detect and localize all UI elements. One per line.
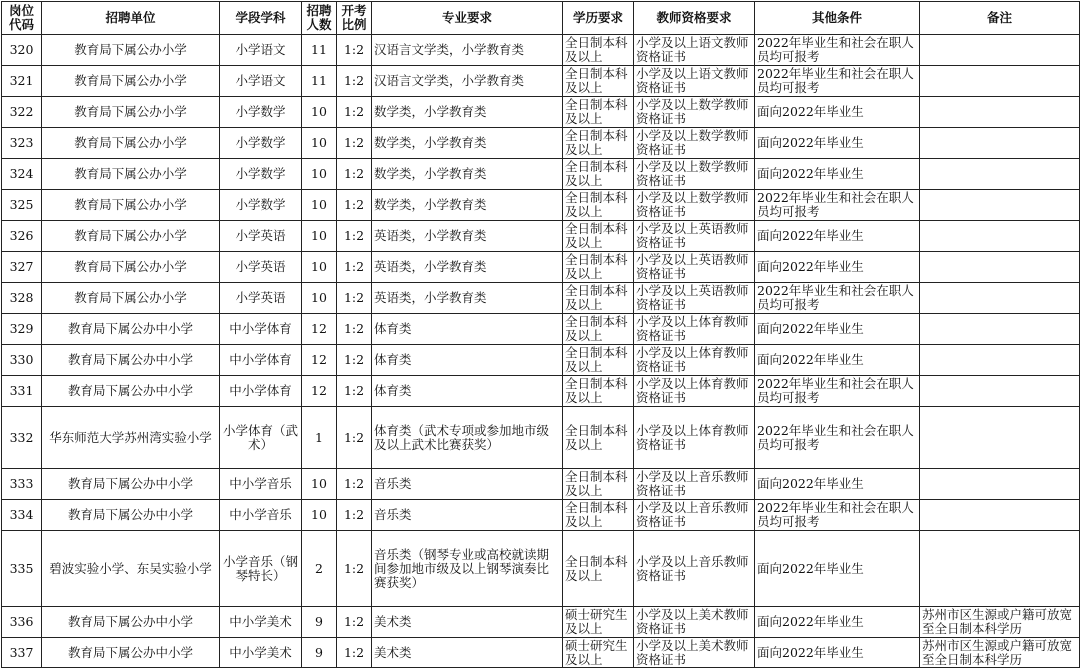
cell-ratio: 1:2 [337,128,372,159]
cell-code: 326 [2,221,42,252]
cell-edu: 全日制本科及以上 [563,66,634,97]
cell-other: 2022年毕业生和社会在职人员均可报考 [755,500,920,531]
table-row [2,35,1080,66]
cell-cert: 小学及以上语文教师资格证书 [634,66,755,97]
cell-unit: 教育局下属公办小学 [42,35,220,66]
cell-note [920,314,1080,345]
cell-note [920,252,1080,283]
cell-major: 体育类 [372,376,563,407]
cell-major: 英语类，小学教育类 [372,252,563,283]
cell-code: 325 [2,190,42,221]
cell-ratio: 1:2 [337,345,372,376]
cell-note: 苏州市区生源或户籍可放宽至全日制本科学历 [920,638,1080,668]
cell-code: 330 [2,345,42,376]
cell-major: 数学类，小学教育类 [372,97,563,128]
table-row [2,221,1080,252]
cell-other: 面向2022年毕业生 [755,469,920,500]
cell-other: 面向2022年毕业生 [755,607,920,638]
cell-code: 331 [2,376,42,407]
cell-note [920,531,1080,607]
cell-edu: 全日制本科及以上 [563,531,634,607]
cell-cert: 小学及以上美术教师资格证书 [634,638,755,668]
cell-subject: 小学数学 [220,97,302,128]
cell-code: 327 [2,252,42,283]
cell-ratio: 1:2 [337,407,372,469]
header-row [2,2,1080,35]
cell-ratio: 1:2 [337,638,372,668]
cell-edu: 全日制本科及以上 [563,283,634,314]
cell-subject: 小学音乐（钢琴特长） [220,531,302,607]
cell-unit: 教育局下属公办中小学 [42,469,220,500]
cell-major: 数学类，小学教育类 [372,190,563,221]
cell-edu: 全日制本科及以上 [563,190,634,221]
cell-ratio: 1:2 [337,159,372,190]
cell-code: 336 [2,607,42,638]
cell-note [920,283,1080,314]
cell-subject: 小学数学 [220,190,302,221]
cell-other: 面向2022年毕业生 [755,159,920,190]
cell-ratio: 1:2 [337,221,372,252]
cell-other: 面向2022年毕业生 [755,128,920,159]
cell-unit: 教育局下属公办中小学 [42,638,220,668]
cell-code: 320 [2,35,42,66]
table-row [2,469,1080,500]
table-row [2,376,1080,407]
cell-ratio: 1:2 [337,66,372,97]
table-row [2,500,1080,531]
cell-edu: 全日制本科及以上 [563,345,634,376]
cell-subject: 小学语文 [220,66,302,97]
cell-note [920,469,1080,500]
header-major: 专业要求 [372,2,563,35]
cell-subject: 小学数学 [220,159,302,190]
header-cert: 教师资格要求 [634,2,755,35]
cell-other: 面向2022年毕业生 [755,97,920,128]
cell-code: 323 [2,128,42,159]
cell-unit: 华东师范大学苏州湾实验小学 [42,407,220,469]
cell-subject: 小学英语 [220,252,302,283]
cell-subject: 小学体育（武术） [220,407,302,469]
cell-code: 333 [2,469,42,500]
cell-ratio: 1:2 [337,190,372,221]
cell-cert: 小学及以上英语教师资格证书 [634,283,755,314]
cell-edu: 全日制本科及以上 [563,221,634,252]
cell-edu: 全日制本科及以上 [563,97,634,128]
cell-cert: 小学及以上英语教师资格证书 [634,252,755,283]
cell-cert: 小学及以上音乐教师资格证书 [634,469,755,500]
table-row [2,283,1080,314]
cell-ratio: 1:2 [337,252,372,283]
table-row [2,345,1080,376]
cell-edu: 全日制本科及以上 [563,159,634,190]
cell-note [920,190,1080,221]
cell-note [920,97,1080,128]
table-row [2,531,1080,607]
cell-count: 10 [302,221,337,252]
cell-ratio: 1:2 [337,469,372,500]
cell-subject: 中小学美术 [220,607,302,638]
cell-note [920,35,1080,66]
cell-major: 数学类，小学教育类 [372,128,563,159]
header-note: 备注 [920,2,1080,35]
cell-ratio: 1:2 [337,607,372,638]
cell-other: 面向2022年毕业生 [755,531,920,607]
cell-other: 面向2022年毕业生 [755,252,920,283]
cell-ratio: 1:2 [337,376,372,407]
cell-unit: 教育局下属公办中小学 [42,607,220,638]
cell-count: 10 [302,283,337,314]
cell-edu: 硕士研究生及以上 [563,638,634,668]
cell-note [920,66,1080,97]
cell-count: 9 [302,638,337,668]
cell-note [920,376,1080,407]
cell-count: 12 [302,345,337,376]
cell-other: 2022年毕业生和社会在职人员均可报考 [755,66,920,97]
cell-ratio: 1:2 [337,531,372,607]
cell-count: 10 [302,252,337,283]
cell-note [920,159,1080,190]
header-count: 招聘人数 [302,2,337,35]
cell-major: 音乐类（钢琴专业或高校就读期间参加地市级及以上钢琴演奏比赛获奖） [372,531,563,607]
cell-other: 2022年毕业生和社会在职人员均可报考 [755,407,920,469]
cell-code: 335 [2,531,42,607]
cell-subject: 小学数学 [220,128,302,159]
cell-count: 10 [302,469,337,500]
cell-edu: 全日制本科及以上 [563,35,634,66]
cell-unit: 教育局下属公办小学 [42,190,220,221]
table-row [2,407,1080,469]
cell-edu: 硕士研究生及以上 [563,607,634,638]
cell-cert: 小学及以上音乐教师资格证书 [634,500,755,531]
cell-count: 11 [302,35,337,66]
cell-subject: 中小学体育 [220,314,302,345]
cell-code: 322 [2,97,42,128]
cell-other: 面向2022年毕业生 [755,314,920,345]
cell-cert: 小学及以上语文教师资格证书 [634,35,755,66]
cell-unit: 教育局下属公办小学 [42,283,220,314]
header-unit: 招聘单位 [42,2,220,35]
cell-unit: 教育局下属公办中小学 [42,376,220,407]
table-row [2,190,1080,221]
header-code: 岗位代码 [2,2,42,35]
cell-major: 汉语言文学类，小学教育类 [372,66,563,97]
cell-unit: 教育局下属公办小学 [42,159,220,190]
cell-major: 美术类 [372,638,563,668]
cell-other: 面向2022年毕业生 [755,345,920,376]
cell-cert: 小学及以上体育教师资格证书 [634,345,755,376]
cell-major: 英语类，小学教育类 [372,283,563,314]
cell-unit: 教育局下属公办小学 [42,252,220,283]
cell-major: 体育类 [372,345,563,376]
cell-subject: 小学英语 [220,283,302,314]
table-row [2,638,1080,668]
cell-other: 2022年毕业生和社会在职人员均可报考 [755,35,920,66]
cell-code: 324 [2,159,42,190]
cell-other: 面向2022年毕业生 [755,221,920,252]
cell-code: 329 [2,314,42,345]
cell-cert: 小学及以上数学教师资格证书 [634,97,755,128]
cell-code: 337 [2,638,42,668]
cell-major: 体育类 [372,314,563,345]
cell-ratio: 1:2 [337,314,372,345]
table-row [2,314,1080,345]
cell-major: 音乐类 [372,500,563,531]
cell-note [920,500,1080,531]
table-row [2,159,1080,190]
header-ratio: 开考比例 [337,2,372,35]
header-edu: 学历要求 [563,2,634,35]
cell-other: 面向2022年毕业生 [755,638,920,668]
table-row [2,607,1080,638]
table-row [2,97,1080,128]
cell-count: 10 [302,500,337,531]
cell-note [920,345,1080,376]
cell-edu: 全日制本科及以上 [563,407,634,469]
cell-subject: 小学语文 [220,35,302,66]
cell-major: 体育类（武术专项或参加地市级及以上武术比赛获奖） [372,407,563,469]
cell-count: 12 [302,314,337,345]
cell-other: 2022年毕业生和社会在职人员均可报考 [755,190,920,221]
cell-subject: 中小学音乐 [220,500,302,531]
cell-edu: 全日制本科及以上 [563,314,634,345]
cell-edu: 全日制本科及以上 [563,376,634,407]
cell-subject: 小学英语 [220,221,302,252]
cell-unit: 教育局下属公办小学 [42,66,220,97]
cell-unit: 教育局下属公办中小学 [42,500,220,531]
cell-major: 汉语言文学类，小学教育类 [372,35,563,66]
cell-unit: 教育局下属公办小学 [42,128,220,159]
cell-edu: 全日制本科及以上 [563,128,634,159]
cell-major: 英语类，小学教育类 [372,221,563,252]
cell-ratio: 1:2 [337,283,372,314]
cell-count: 10 [302,97,337,128]
cell-count: 10 [302,128,337,159]
cell-ratio: 1:2 [337,500,372,531]
cell-major: 音乐类 [372,469,563,500]
cell-count: 11 [302,66,337,97]
cell-major: 美术类 [372,607,563,638]
cell-cert: 小学及以上体育教师资格证书 [634,314,755,345]
cell-count: 12 [302,376,337,407]
cell-cert: 小学及以上英语教师资格证书 [634,221,755,252]
cell-subject: 中小学体育 [220,376,302,407]
cell-edu: 全日制本科及以上 [563,469,634,500]
cell-code: 334 [2,500,42,531]
cell-cert: 小学及以上体育教师资格证书 [634,407,755,469]
cell-ratio: 1:2 [337,35,372,66]
cell-edu: 全日制本科及以上 [563,500,634,531]
cell-note [920,128,1080,159]
cell-note [920,407,1080,469]
cell-cert: 小学及以上音乐教师资格证书 [634,531,755,607]
cell-cert: 小学及以上美术教师资格证书 [634,607,755,638]
cell-edu: 全日制本科及以上 [563,252,634,283]
cell-cert: 小学及以上数学教师资格证书 [634,159,755,190]
cell-unit: 教育局下属公办中小学 [42,345,220,376]
cell-code: 321 [2,66,42,97]
cell-unit: 教育局下属公办中小学 [42,314,220,345]
cell-cert: 小学及以上数学教师资格证书 [634,190,755,221]
cell-cert: 小学及以上体育教师资格证书 [634,376,755,407]
header-subject: 学段学科 [220,2,302,35]
cell-other: 2022年毕业生和社会在职人员均可报考 [755,376,920,407]
table-row [2,66,1080,97]
cell-unit: 教育局下属公办小学 [42,221,220,252]
cell-subject: 中小学体育 [220,345,302,376]
cell-cert: 小学及以上数学教师资格证书 [634,128,755,159]
cell-other: 2022年毕业生和社会在职人员均可报考 [755,283,920,314]
cell-count: 2 [302,531,337,607]
cell-unit: 教育局下属公办小学 [42,97,220,128]
cell-count: 1 [302,407,337,469]
cell-count: 10 [302,159,337,190]
header-other: 其他条件 [755,2,920,35]
cell-subject: 中小学音乐 [220,469,302,500]
cell-count: 9 [302,607,337,638]
cell-unit: 碧波实验小学、东吴实验小学 [42,531,220,607]
cell-subject: 中小学美术 [220,638,302,668]
cell-code: 332 [2,407,42,469]
recruitment-table [1,1,1080,668]
table-row [2,252,1080,283]
cell-count: 10 [302,190,337,221]
cell-note [920,221,1080,252]
table-row [2,128,1080,159]
cell-note: 苏州市区生源或户籍可放宽至全日制本科学历 [920,607,1080,638]
cell-code: 328 [2,283,42,314]
cell-major: 数学类，小学教育类 [372,159,563,190]
cell-ratio: 1:2 [337,97,372,128]
